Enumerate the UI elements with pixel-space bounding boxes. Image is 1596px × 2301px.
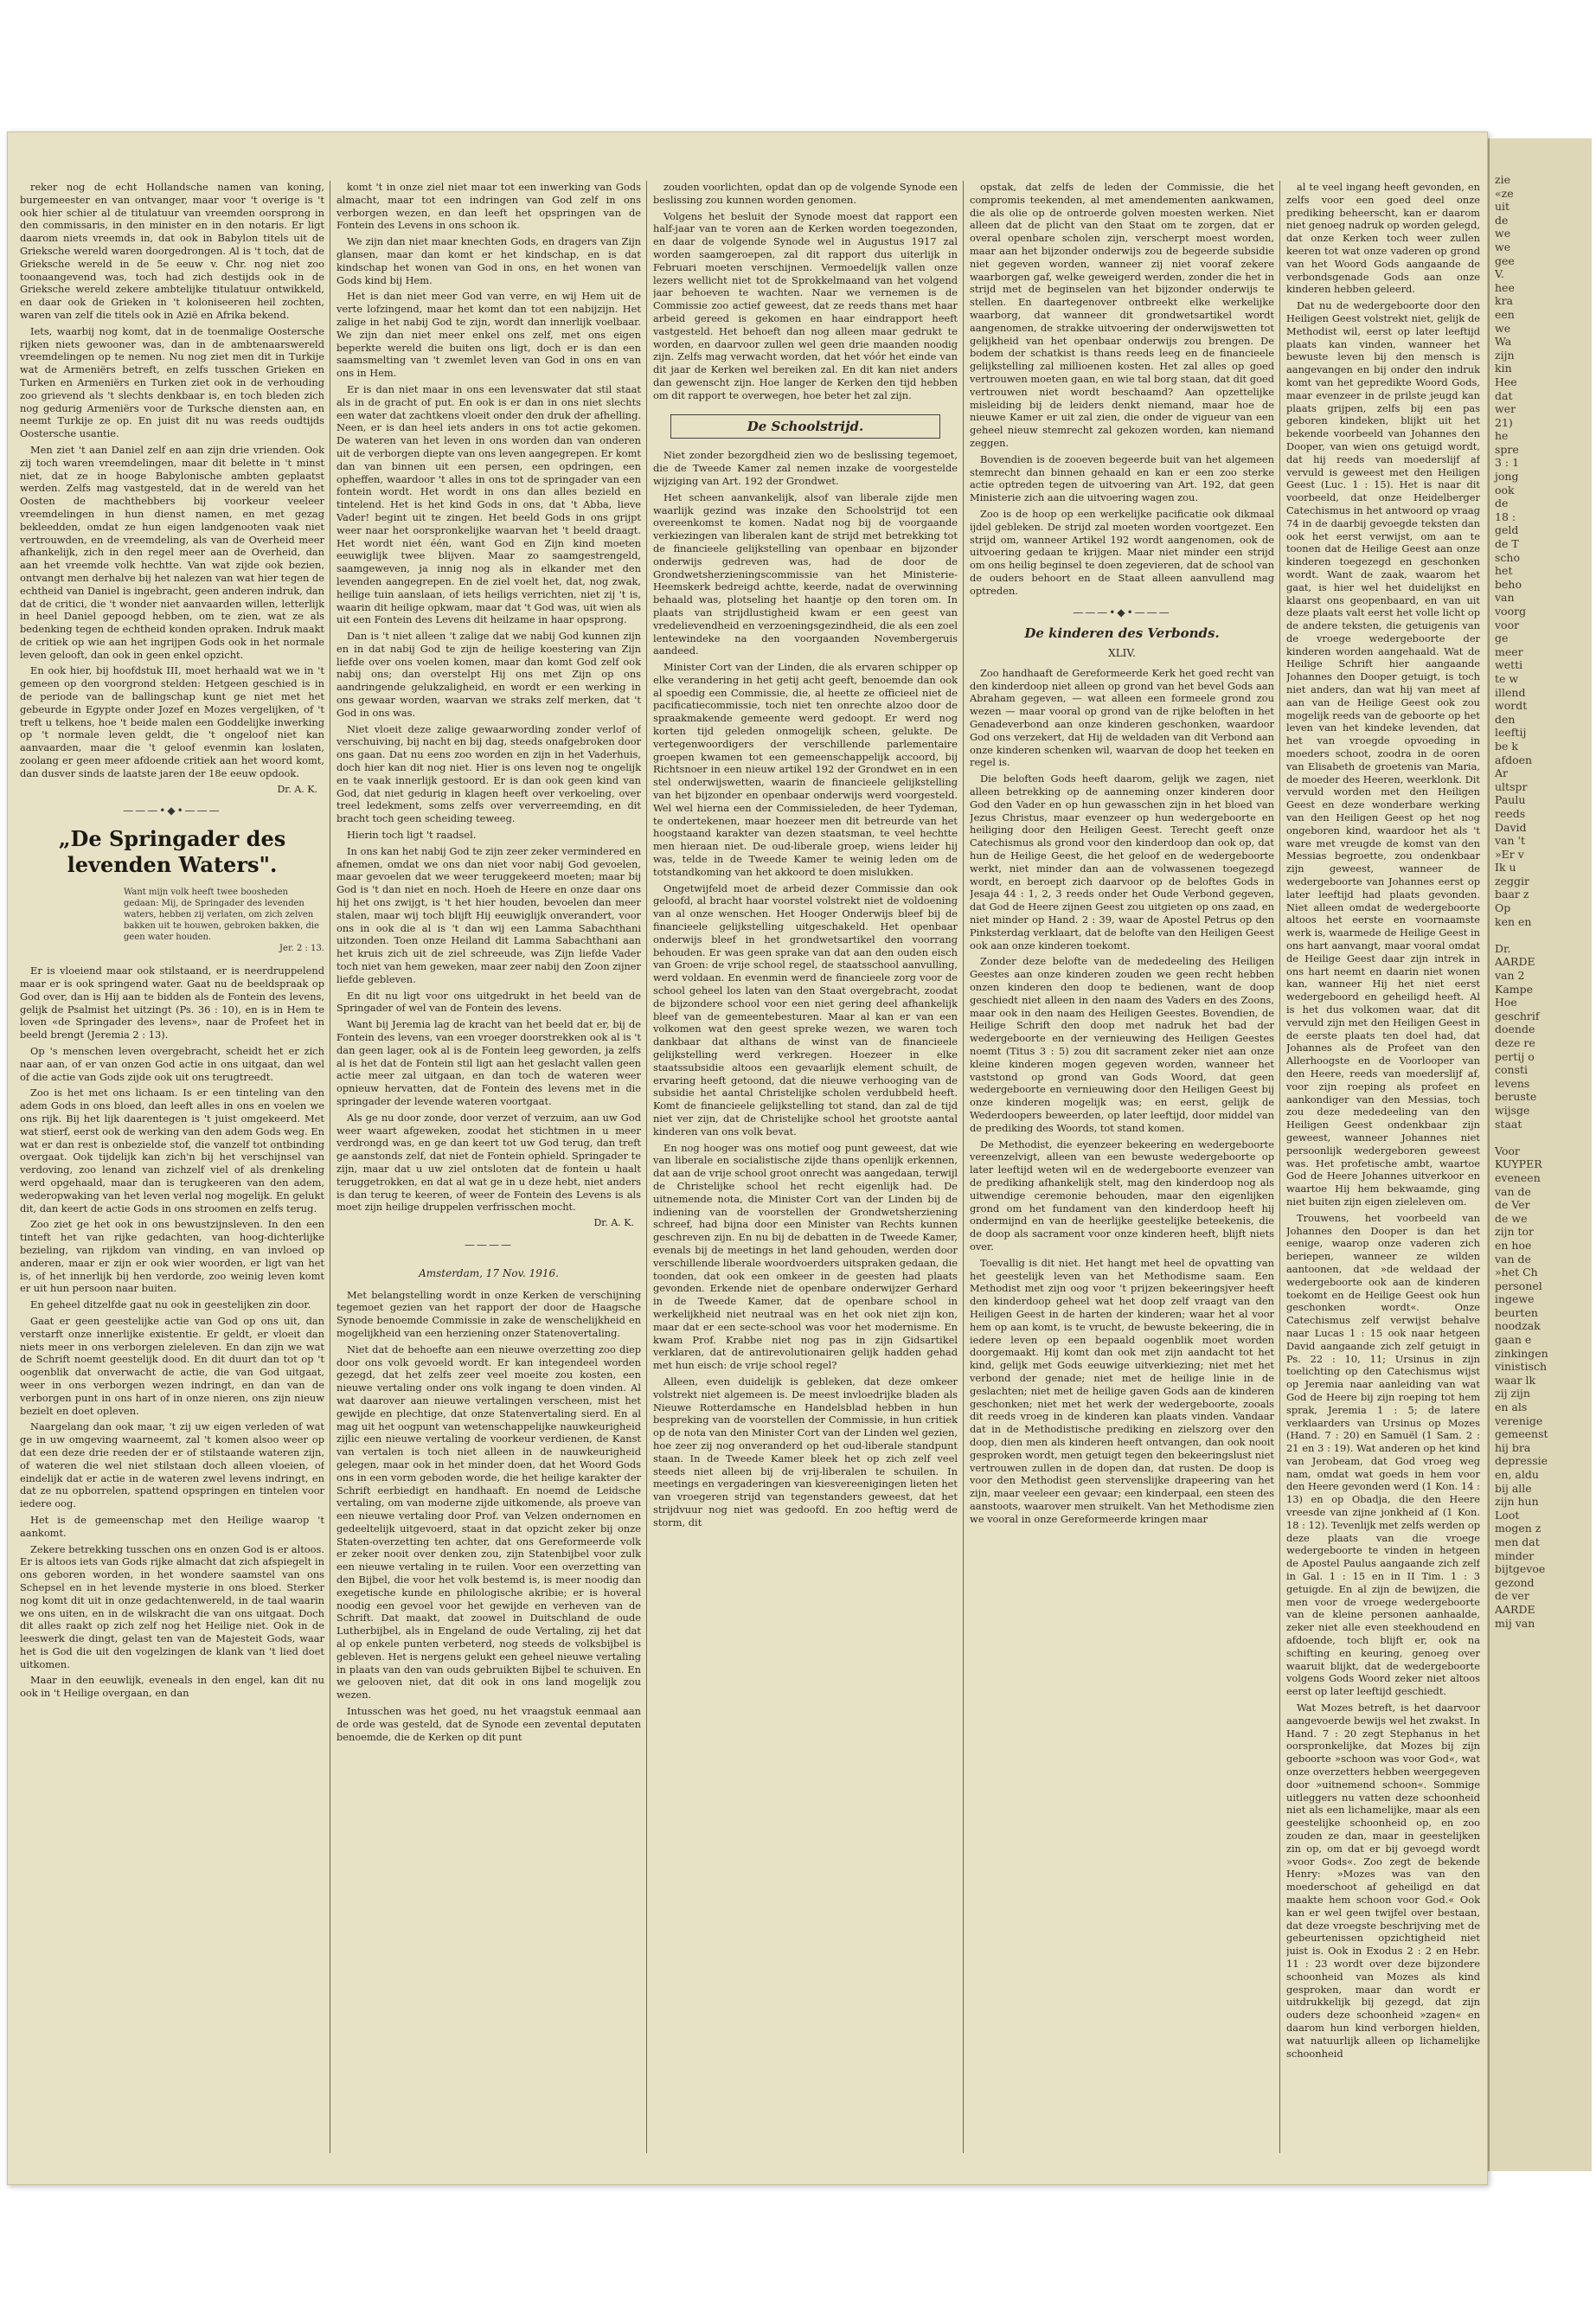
- adjacent-page-text: zie «ze uit de we we gee V. hee kra een we Wa zijn kin Hee dat wer 21) he spre 3 : 1 jong ook de 18 : geld de T scho het beho van voorg voor ge meer wetti te w illend wordt den leeftij be k afdoen Ar ultspr Paulu reeds David van 't »Er v Ik u zeggir baar z Op ken en Dr. AARDE van 2 Kampe Hoe geschrif doende deze re pertij o consti levens beruste wijsge staat Voor KUYPER eveneen van de de Ver de we zijn tor en hoe van de »het Ch personel ingewe beurten noodzak gaan e zinkingen vinistisch waar lk zij zijn en als verenige gemeenst hij bra depressie en, aldu bij alle zijn hun Loot mogen z men dat minder bijtgevoe gezond de ver AARDE mij van: [1495, 173, 1548, 1630]
- paragraph: Er is vloeiend maar ook stilstaand, er is neerdruppelend maar er is ook springend water. Gaat nu de beeldspraak op God over, dan is Hij aan te bidden als de Fontein des levens, gelijk de Psalmist het uitzingt (Ps. 36 : 10), en is in Hem te loven «de Springader des levens», naar de Profeet het in beeld brengt (Jeremia 2 : 13).: [20, 965, 324, 1042]
- paragraph: Trouwens, het voorbeeld van Johannes den Dooper is dan het eenige, waarop onze vaderen zich beriepen, wanneer ze wilden aantoonen, dat »de weldaad der wedergeboorte ook aan de kinderen toekomt en de Heilige Geest ook hun geschonken wordt«. Onze Catechismus zelf verwijst behalve naar Lucas 1 : 15 ook naar hetgeen David aangaande zich zelf getuigt in Ps. 22 : 10, 11; Ursinus in zijn toelichting op den Catechismus wijst op Jeremia naar aanleiding van wat God de Heere bij zijn roeping tot hem sprak, Jeremia 1 : 5; de latere verklaarders van Ursinus op Mozes (Hand. 7 : 20) en Samuël (1 Sam. 2 : 21 en 3 : 19). Wat anderen op het kind van Jerobeam, dat God vroeg weg nam, omdat wat goeds in hem voor den Heere gevonden werd (1 Kon. 14 : 13) en op Obadja, die den Heere vreesde van zijne jonkheid af (1 Kon. 18 : 12). Tevenlijk met zelfs werden op deze plaats van die vroege wedergeboorte te vinden in hetgeen de Apostel Paulus aangaande zich zelf in Gal. 1 : 15 en in II Tim. 1 : 3 getuigde. En al zijn de bewijzen, die men voor de vroege wedergeboorte van de kleine personen aanhaalde, zeker niet alle even steekhoudend en afdoende, toch blijft er, ook na schifting en keuring, genoeg over waaruit blijkt, dat de wedergeboorte volgens Gods Woord zeker niet altoos eerst op later leeftijd geschiedt.: [1286, 1211, 1480, 1698]
- paragraph: Niet vloeit deze zalige gewaarwording zonder verlof of verschuiving, bij nacht en bij dag, steeds onafgebroken door ons gaan. Dat nu eens zoo worden en zijn in het Vaderhuis, doch hier kan dit nog niet. Hier is ons leven nog te ongelijk en te vaak innerlijk gestoord. Er is dan ook geen kind van God, dat niet gedurig in klagen heeft over verkoeling, over treel ledekment, soms zelfs over ververreemding, en dit bracht toch geen scheiding teweeg.: [337, 722, 641, 825]
- epigraph: [124, 887, 324, 954]
- paragraph: Minister Cort van der Linden, die als ervaren schipper op elke verandering in het getij acht geeft, benoemde dan ook al spoedig een Commissie, die, al heette ze officieel niet de pacificatiecommissie, toch niet ten onrechte alzoo door de spraakmakende gemeente werd gedoopt. Er werd nog korten tijd geleden onmogelijk scheen, gelukte. De vertegenwoordigers der verschillende parlementaire groepen kwamen tot een gemeenschappelijk accoord, bij Richtsnoer in een nieuw artikel 192 der Grondwet en in een stel onderwijswetten, waarin de financieele gelijkstelling van het bijzonder en openbaar onderwijs werd voorgesteld. Wel wel hierna een der Commissieleden, de heer Tydeman, te ondertekenen, maar hoezeer men dit betreurde van het hoogstaand karakter van dezen staatsman, te veel hechtte men hieraan niet. De oud-liberale groep, wiens leider hij was, telde in de Tweede Kamer te weinig leden om de totstandkoming van het akkoord te doen mislukken.: [653, 661, 958, 878]
- paragraph: Volgens het besluit der Synode moest dat rapport een half-jaar van te voren aan de Kerken worden toegezonden, en daar de volgende Synode wel in Augustus 1917 zal worden saamgeroepen, zal dit rapport dus uiterlijk in Februari moeten verschijnen. Vermoedelijk vallen onze lezers wellicht niet tot de Sprokkelmaand van het volgend jaar behoeven te wachten. Naar we vernemen is de Commissie zoo actief geweest, dat ze reeds thans met haar arbeid gereed is gekomen en haar eindrapport heeft vastgesteld. Het behoeft dan nog alleen maar gedrukt te worden, en daarvoor zullen wel geen drie maanden noodig zijn. Zelfs mag verwacht worden, dat het vóór het einde van dit jaar de Kerken wel bereiken zal. En dit kan niet anders dan gewenscht zijn. Hoe langer de Kerken den tijd hebben om dit rapport te overwegen, hoe beter het zal zijn.: [653, 209, 958, 401]
- paragraph: Hierin toch ligt 't raadsel.: [347, 829, 477, 842]
- paragraph: En ook hier, bij hoofdstuk III, moet herhaald wat we in 't gemeen op den voorgrond stelden: Hetgeen geschied is in de periode van de ballingschap kunt ge niet met het gebeurde in Egypte onder Jozef en Mozes vergelijken, of 't treft u telkens, hoe 't beide malen een Goddelijke inwerking op 't normale leven geldt, die 't ongeloof niet kan aanvaarden, maar die 't geloof evenmin kan loslaten, zoolang er geen meer afdoende critiek aan het woord komt, dan dusver sinds de laatste jaren der 18e eeuw opdook.: [20, 664, 324, 779]
- paragraph: En dit nu ligt voor ons uitgedrukt in het beeld van de Springader of wel van de Fontein des levens.: [337, 989, 641, 1015]
- column-4: [970, 181, 1274, 2162]
- column-1: [20, 181, 324, 2162]
- ornament-rule: ————: [465, 1238, 513, 1251]
- paragraph: Het is de gemeenschap met den Heilige waarop 't aankomt.: [20, 1513, 324, 1539]
- paragraph: Dat nu de wedergeboorte door den Heiligen Geest volstrekt niet, gelijk de Methodist wil, eerst op later leeftijd plaats kan vinden, wanneer het bewuste leven bij den mensch is aangevangen en bij onder den indruk komt van het gepredikte Woord Gods, maar evenzeer in de prilste jeugd kan plaats grijpen, zelfs bij een pas geboren kindeken, blijkt uit het bekende voorbeeld van Johannes den Dooper, van wien ons getuigd wordt, dat hij reeds van moederslijf af vervuld is geweest met den Heiligen Geest (Luc. 1 : 15). Het is naar dit voorbeeld, dat onze Heidelberger Catechismus in het antwoord op vraag 74 in de daarbij gevoegde teksten dan ook het eerst verwijst, om aan te toonen dat de Heilige Geest aan onze kinderen toegezegd en geschonken wordt. Want de zaak, waarom het gaat, is hier wel het duidelijkst en klaarst ons geopenbaard, en van uit deze plaats valt eerst het volle licht op de andere teksten, die getuigenis van de vroege wedergeboorte der kinderen worden aangehaald. Wat de Heilige Schrift hier aangaande Johannes den Dooper getuigt, is toch niet anders, dan wat hij van meet af aan van de Heilige Geest ook zou mogelijk reeds van de geboorte op het leven van het kindeke levenden, dat het van vroegde opvoeding in moeders schoot, zoodra in de ooren van Elisabeth de groetenis van Maria, de moeder des Heeren, weerklonk. Dit vervuld worden met den Heiligen Geest en deze wonderbare werking van den Heiligen Geest op het nog ongeboren kind, waardoor het als 't ware met vreugde de komst van den Messias begroette, zou ondenkbaar zijn geweest, wanneer de wedergeboorte van Johannes eerst op later leeftijd had plaats gevonden. Niet alleen omdat de wedergeboorte altoos het eerste en voornaamste werk is, waarmede de Heilige Geest in ons hart aanvangt, maar vooral omdat de Heilige Geest daar zijn intrek in ons hart neemt en daarin niet wonen kan, wanneer Hij het niet eerst wedergeboord en geheiligd heeft. Al is het dus volkomen waar, dat dit vervuld zijn met den Heiligen Geest in de eerste plaats ten doel had, dat Johannes als de Profeet van den Allerhoogste en de Voorlooper van den Heere, reeds van moederslijf af, voor zijn roeping als profeet en aankondiger van den Messias, toch zou deze mededeeling van den Heiligen Geest ondenkbaar zijn geweest, wanneer Johannes niet persoonlijk wedergeboren geweest was. Het profetische ambt, waartoe God de Heere Johannes uitverkoor en waartoe Hij hem bekwaamde, ging niet buiten zijn eigen zieleleven om.: [1286, 299, 1480, 1208]
- paragraph: Met belangstelling wordt in onze Kerken de verschijning tegemoet gezien van het rapport der door de Haagsche Synode benoemde Commissie in zake de wenschelijkheid en mogelijkheid van een herziening onzer Statenovertaling.: [337, 1288, 641, 1339]
- paragraph: reker nog de echt Hollandsche namen van koning, burgemeester en van ontvanger, maar voor 't overige is 't ook hier schier al de titulatuur van vreemden oorsprong in den commissaris, in den minister en in den notaris. Er ligt daarom niets vreemds in, dat ook in Babylon titels uit de Grieksche wereld waren doorgedrongen. Al is 't toch, dat de Grieksche wereld in de 5e eeuw v. Chr. nog niet zoo toonaangevend was, toch had zich destijds ook in de Grieksche wereld zekere ambtelijke titulatuur ontwikkeld, en daar ook de Grieken in 't koloniseeren heil zochten, waren van zelf die titels ook in Azië en Afrika bekend.: [20, 181, 324, 321]
- paragraph: Niet dat de behoefte aan een nieuwe overzetting zoo diep door ons volk gevoeld wordt. Er kan integendeel worden gezegd, dat het zelfs zeer veel moeite zou kosten, een nieuwe vertaling onder ons volk ingang te doen vinden. Al wat daarover aan nieuwe vertalingen verscheen, mist het gewijde en plechtige, dat onze Statenvertaling sierd. En al mag uit het oogpunt van wetenschappelijke nauwkeurigheid zijlic een nieuwe vertaling de voorkeur verdienen, de Kanst van vertalen is toch niet alleen in de nauwkeurigheid gelegen, maar ook in het minder doen, dat het Woord Gods ons in een vorm geboden worde, die het heilige karakter der Schrift eerbiedigt en handhaaft. En noemd de Leidsche vertaling, om van moderne zijde uitkomende, als proeve van een nieuwe vertaling door Prof. van Velzen ondernomen en gedeeltelijk uitgevoerd, staat in dat opzicht zeker bij onze Staten-overzetting ten achter, dat ons Gereformeerde volk er zeker nooit over denken zou, zijn Statenbijbel voor zulk een nieuwe vertaling in te ruilen. Voor een overzetting van den Bijbel, die voor het volk bestemd is, is meer noodig dan exegetische kunde en philologische akribie; er is hoveral noodig een gevoel voor het gewijde en verheven van de Schrift. Dat maakt, dat zoowel in Duitschland de oude Lutherbijbel, als in Engeland de oude Vertaling, zij het dat al op enkele punten verbeterd, nog steeds de volksbijbel is gebleven. Het is nergens gelukt een geheel nieuwe vertaling in plaats van den van ouds gebruikten Bijbel te schuiven. En we gelooven niet, dat dit ook in ons land mogelijk zou wezen.: [337, 1343, 641, 1702]
- paragraph: Zoo ziet ge het ook in ons bewustzijnsleven. In den een tinteft het van rijke gedachten, van hoog-dichterlijke bezieling, van rijkdom van vinding, en van invloed op anderen, maar er zijn er ook wier woorden, er ligt van het is, of het innerlijk bij hen verdorde, zoo weinig leven komt er uit hun persoon naar buiten.: [20, 1218, 324, 1295]
- paragraph: Als ge nu door zonde, door verzet of verzuim, aan uw God weer waart afgeweken, zoodat het stichtmen in u meer verdrongd was, en ge dan keert tot uw God terug, dan treft ge aanstonds zelf, dat niet de Fontein ophield. Springader te zijn, maar dat u uw ziel ontsloten dat de fontein u haalt teruggetrokken, en dat al wat ge in u deze hebt, niet anders is dan terug te keeren, of weer de Fontein des Levens is als moet zijn heilige druppelen verfrisschen mocht.: [337, 1111, 641, 1214]
- paragraph: Ongetwijfeld moet de arbeid dezer Commissie dan ook geloofd, al bracht haar voorstel volstrekt niet de voldoening van al onze wenschen. Het Hooger Onderwijs bleef bij de financieele gelijkstelling uitgeschakeld. Het openbaar onderwijs bleef in het grondwetsartikel den voorrang behouden. Er was geen sprake van dat aan den ouden eisch van Groen: de vrije school regel, de staatsschool aanvulling, werd voldaan. En evenmin werd de financieele zorg voor de school geheel los laten van den Staat overgebracht, zoodat de bijzondere school voor een niet gering deel afhankelijk bleef van de gemeentebesturen. Maar al kan er van een volkomen wat den geest spreke wezen, we waren toch dankbaar dat althans de winst van de financieele gelijkstelling werd verkregen. Hoezeer in elke staatssubsidie altoos een gevaarlijk element schuilt, de ervaring heeft getoond, dat die nieuwe verhooging van de subsidie het aantal Christelijke scholen verdubbeld heeft. Komt de financieele gelijkstelling tot stand, dan zal de tijd niet ver zijn, dat de Christelijke school het grootste aantal kinderen van ons volk bevat.: [653, 881, 958, 1138]
- section-title: De kinderen des Verbonds.: [1024, 625, 1220, 642]
- paragraph: zouden voorlichten, opdat dan op de volgende Synode een beslissing zou kunnen worden genomen.: [653, 181, 958, 206]
- paragraph: Zoo is het met ons lichaam. Is er een tinteling van den adem Gods in ons bloed, dan leeft alles in ons en voelen we ons rijk. Bij het lijk daarentegen is 't juist omgekeerd. Met wat stierf, eerst ook de werking van den adem Gods weg. En wat er dan rest is onbezielde stof, die vanzelf tot ontbinding overgaat. Ook tijdelijk kan zich'n bij het verschijnsel van verdoving, zoo lenand van zichzelf viel of als drenkeling werd opgehaald, maar dan is terugkeeren van den adem, wederopwaking van het leven verlal nog mogelijk. En gelukt dit, dan keert de actie Gods in ons stroomen en zelfs terug.: [20, 1086, 324, 1215]
- epigraph-reference: Jer. 2 : 13.: [279, 944, 324, 954]
- paragraph: Gaat er geen geestelijke actie van God op ons uit, dan verstarft onze innerlijke existentie. Er geldt, er vloeit dan niets meer in ons verborgen zieleleven. En dan zijn we wat de Schrift noemt geestelijk dood. En dit duurt dan tot op 't oogenblik dat onverwacht de actie, die van God uitgaat, weer in ons verborgen wezen indringt, en dan van de verborgen punt in ons hart of in onze nieren, ons zijn nieuw bezielt en doet opleven.: [20, 1314, 324, 1417]
- paragraph: Die beloften Gods heeft daarom, gelijk we zagen, niet alleen betrekking op de aanneming onzer kinderen door God den Vader en op hun gewasschen zijn in het bloed van Jezus Christus, maar evenzeer op hun wedergeboorte en heiliging door den Heiligen Geest. Terecht geeft onze Catechismus als grond voor den kinderdoop dan ook op, dat hun de Heilige Geest, die het geloof en de wedergeboorte werkt, niet minder dan aan de volwassenen toegezegd wordt, en beroept zich daarvoor op de beloftes Gods in Jesaja 44 : 1, 2, 3 reeds onder het Oude Verbond gegeven, dat God de Heere zijnen Geest zou uitgieten op ons zaad, en niet minder op Hand. 2 : 39, waar de Apostel Petrus op den Pinksterdag verklaart, dat de belofte van den Heiligen Geest ook aan onze kinderen toekomt.: [970, 772, 1274, 952]
- paragraph: Zoo handhaaft de Gereformeerde Kerk het goed recht van den kinderdoop niet alleen op grond van het bevel Gods aan Abraham gegeven, — wat alleen een formeele grond zou wezen — maar vooral op grond van de rijke beloften in het Genadeverbond aan onze kinderen geschonken, waardoor God ons verzekert, dat Hij de weldaden van dit Verbond aan onze kinderen schenken wil, waarvan de doop het teeken en regel is.: [970, 666, 1274, 769]
- paragraph: Naargelang dan ook maar, 't zij uw eigen verleden of wat ge in uw omgeving waarneemt, zal 't komen alsoo weer op dat een deze drie reeden der er of stilstaande wateren zijn, of wateren die wel niet stilstaan doch alleen vloeien, of eindelijk dat er actie in de wateren zwel levens indringt, en dat ze nu opborrelen, spattend opspringen en tintelen voor iedere oog.: [20, 1420, 324, 1510]
- paragraph: Maar in den eeuwlijk, eveneals in den engel, kan dit nu ook in 't Heilige overgaan, en dan: [20, 1674, 324, 1700]
- dateline: Amsterdam, 17 Nov. 1916.: [419, 1266, 559, 1279]
- section-title: De Schoolstrijd.: [670, 414, 940, 439]
- paragraph: We zijn dan niet maar knechten Gods, en dragers van Zijn glansen, maar dan komt er het kindschap, en is dat kindschap het wonen van God in ons, en het wonen van Gods kind bij Hem.: [337, 235, 641, 286]
- paragraph: al te veel ingang heeft gevonden, en zelfs voor een goed deel onze prediking beheerscht, kan er daarom niet genoeg nadruk op worden gelegd, dat onze Kerken toch weer zullen keeren tot wat onze vaderen op grond van het Woord Gods aangaande de verbondsgenade Gods aan onze kinderen hebben geleerd.: [1286, 181, 1480, 296]
- paragraph: Zoo is de hoop op een werkelijke pacificatie ook dikmaal ijdel gebleken. De strijd zal moeten worden voortgezet. Een strijd om, wanneer Artikel 192 wordt aangenomen, ook de uitvoering gedaan te krijgen. Maar niet minder een strijd om ons heilig beginsel te doen zegevieren, dat de school van de ouders behoort en de Staat alleen aanvullend mag optreden.: [970, 507, 1274, 597]
- paragraph: De Methodist, die eyenzeer bekeering en wedergeboorte vereenzelvigt, alleen van een bewuste wedergeboorte op later leeftijd weten wil en de wedergeboorte evenzeer van de prediking afhankelijk stelt, mag den kinderdoop nog als uitwendige ceremonie behouden, maar den eigenlijken grond om het fundament van den kinderdoop heeft hij ondermijnd en van de heerlijke geestelijke beteekenis, die de doop als sacrament voor onze kinderen heeft, blijft niets over.: [970, 1138, 1274, 1253]
- section-number: XLIV.: [1108, 647, 1136, 660]
- paragraph: Wat Mozes betreft, is het daarvoor aangevoerde bewijs wel het zwakst. In Hand. 7 : 20 zegt Stephanus in het oorspronkelijke, dat Mozes bij zijn geboorte »schoon was voor God«, wat onze overzetters hebben weergegeven door »uitnemend schoon«. Sommige uitleggers nu vatten deze schoonheid niet als een lichamelijke, maar als een geestelijke schoonheid op, en zoo zouden ze dan, maar in geestelijken zin op, om dat er bij gevoegd wordt »voor Gods«. Zoo zegt de bekende Henry: »Mozes was van den moederschoot af geheiligd en dat maakte hem schoon voor God.« Ook kan er wel geen twijfel over bestaan, dat deze vroegste beschrijving met de gebeurtenissen opzichtigheid niet juist is. Ook in Exodus 2 : 2 en Hebr. 11 : 23 wordt over deze bijzondere schoonheid van Mozes als kind gesproken, maar dan wordt er uitdrukkelijk bij gezegd, dat zijn ouders deze schoonheid »zagen« en daarom hun kind verborgen hielden, wat natuurlijk alleen op lichamelijke schoonheid: [1286, 1702, 1480, 2060]
- column-5: [1286, 181, 1480, 2162]
- article-heading: „De Springader des levenden Waters".: [58, 826, 286, 878]
- paragraph: Zekere betrekking tusschen ons en onzen God is er altoos. Er is altoos iets van Gods rijke almacht dat zich afspiegelt in ons geboren worden, in het wondere saamstel van ons Schepsel en in het levende mysterie in ons bloed. Sterker nog komt dit uit in onze gedachtenwereld, in de taal waarin we ons uiten, en in de wilskracht die van ons uitgaat. Doch dit alles raakt op zich zelf nog het Heilige niet. Ook in de leeswerk die dingt, gelast ten van de Majesteit Gods, waar het is God die uit den vogelzingen de klank van 't lied doet uitkomen.: [20, 1542, 324, 1670]
- newspaper-page: [7, 131, 1488, 2185]
- paragraph: Men ziet 't aan Daniel zelf en aan zijn drie vrienden. Ook zij toch waren vreemdelingen, maar dit belette in 't minst niet, dat ze in hooge Babylonische ambten geplaatst werden. Zelfs mag vastgesteld, dat in de wereld van het Oosten de machthebbers bij voorkeur veeleer vreemdelingen in hun dienst namen, en met gezag bekleedden, omdat ze hun eigen landgenooten vaak niet vertrouwden, en de vreemdeling, als van de Overheid meer afhankelijk, zich in den regel meer aan de Overheid, dan aan het vreemde volk hechtte. Van wat zijde ook bezien, ontvangt men derhalve bij het nalezen van wat hier tegen de echtheid van Daniel is ingebracht, geen anderen indruk, dan dat de critici, die 't wonder niet aanvaarden willen, letterlijk in heel Daniel gepoogd hebben, om te zien, wat ze als bedenking tegen de echtheid konden opraken. Indruk maakt de critiek op wie aan het ingrijpen Gods ook in het normale leven gelooft, dan ook in geen enkel opzicht.: [20, 443, 324, 661]
- column-3: [653, 181, 958, 2162]
- paragraph: Bovendien is de zooeven begeerde buit van het algemeen stemrecht dan binnen gehaald en kan er een zoo sterke actie optreden tegen de uitvoering van Art. 192, dat geen Ministerie zich aan die uitvoering wagen zou.: [970, 452, 1274, 504]
- paragraph: Er is dan niet maar in ons een levenswater dat stil staat als in de gracht of put. En ook is er dan in ons niet slechts een water dat zachtkens vloeit onder den druk der afhelling. Neen, er is dan heel iets anders in ons tot actie gekomen. De wateren van het leven in ons worden dan van onderen uit de verborgen diepte van ons leven aangegrepen. Er komt dan van binnen uit een persen, een opdringen, een opheffen, waardoor 't alles in ons tot de springader van een fontein wordt. Het wordt in ons dan alles bezield en tintelend. Het is het kind Gods in ons, dat 't Abba, lieve Vader! begint uit te zingen. Het beeld Gods in ons grijpt weer naar het oorspronkelijke waarvan het 't beeld draagt. Het wordt niet één, want God en Zijn kind moeten eeuwiglijk twee blijven. Maar zo saamgestrengeld, saamgeweven, ja innig nog als in elkander met den levenden aangegrepen. En de ziel voelt het, dat, nog zwak, heilige tuin aanslaan, of iets heiligs verrichten, niet zij 't is, waarin dit heilige opkwam, maar dat 't God was, uit wien als uit een Fontein des Levens dit heilzame in haar opsprong.: [337, 382, 641, 626]
- paragraph: Toevallig is dit niet. Het hangt met heel de opvatting van het geestelijk leven van het Methodisme saam. Een Methodist met zijn oog voor 't prijzen bekeeringsjver heeft den kinderdoop geheel wat het doop zelf vraagt van den Heiligen Geest in de harten der kinderen; waar het al voor hem op aan komt, is te vrucht, de bewuste bekeering, die in iedere leven op een bepaald oogenblik moet worden doorgemaakt. Hij komt dan ook met zijn aandacht tot het kind, gelijk met Gods eeuwige uitverkiezing; niet met het verbond der genade; niet met de heilige linie in de geslachten; niet met de heilige gaven Gods aan de kinderen geschonken; niet met het werk der wedergeboorte, zooals dit reeds vroeg in de kinderen kan plaats vinden. Vandaar dat in de Methodistische prediking en zielszorg over den doop, dien men als kinderen heeft ontvangen, dan ook nooit gesproken wordt, men getuigt tegen den bekeeringslust niet vertrouwen zullen in de dopen dan, dat rusten. De doop is voor den Methodist geen stervenslijke drapeering van het zijn, maar veeleer een gevaar; een kinderpaal, een steen des aanstoots, waarover men struikelt. Van het Methodisme zien we vooral in onze Gereformeerde kringen maar: [970, 1256, 1274, 1525]
- paragraph: Zonder deze belofte van de mededeeling des Heiligen Geestes aan onze kinderen zouden we geen recht hebben onzen kinderen den doop te bedienen, want de doop geschiedt niet alleen in den naam des Vaders en des Zoons, maar ook in den naam des Heiligen Geestes. Bovendien, de Heilige Schrift den doop met nadruk het bad der wedergeboorte en der vernieuwing des Heiligen Geestes noemt (Titus 3 : 5) zou dit sacrament zeker niet aan onze kleine kinderen mogen gegeven worden, wanneer het vaststond op grond van Gods Woord, dat geen wedergeboorte en vernieuwing door den Heiligen Geest bij onze kinderen mogelijk was; en eerst, gelijk de Wederdoopers beweerden, op later leeftijd, door middel van de prediking des Woords, tot stand komen.: [970, 955, 1274, 1134]
- paragraph: In ons kan het nabij God te zijn zeer zeker vermindered en afnemen, omdat we ons dan niet voor nabij God gevoelen, maar gevoelen dat we weer teruggekeerd moeten; maar bij God is 't dan niet en noch. Hoeh de Heere en onze daar ons hij het ons zwijgt, is 't het hier houden, bevoelen dan meer stalen, maar wij toch blijft Hij eeuwiglijk onverandert, voor ons in ook die al is 't dan wij een Lamma Sabachthani uitzonden. Toen onze Heiland dit Lamma Sabachthani aan het kruis zich uit de ziel schreeude, was Zijn liefde Vader toch niet van hem geweken, maar zeer nabij den Zoon zijner liefde gebleven.: [337, 844, 641, 985]
- paragraph: En geheel ditzelfde gaat nu ook in geestelijken zin door.: [30, 1298, 311, 1311]
- column-2: [337, 181, 641, 2162]
- paragraph: Het is dan niet meer God van verre, en wij Hem uit de verte lofzingend, maar het komt dan tot een nabijzijn. Het zalige in het nabij God te zijn, wordt dan innerlijk voelbaar. We zijn dan niet meer enkel ons zelf, met ons eigen beperkte wereld die buiten ons ligt, doch er is dan een saamsmelting van 't zwemlet leven van God in ons en van ons in Hem.: [337, 290, 641, 380]
- paragraph: Intusschen was het goed, nu het vraagstuk eenmaal aan de orde was gesteld, dat de Synode een zevental deputaten benoemde, die de Kerken op dit punt: [337, 1705, 641, 1743]
- paragraph: Niet zonder bezorgdheid zien wo de beslissing tegemoet, die de Tweede Kamer zal nemen inzake de voorgestelde wijziging van Art. 192 der Grondwet.: [653, 449, 958, 487]
- paragraph: Het scheen aanvankelijk, alsof van liberale zijde men waarlijk gezind was inzake den Schoolstrijd tot een overeenkomst te komen. Nadat nog bij de voorgaande verkiezingen van liberalen kant de strijd met betrekking tot de financieele gelijkstelling van openbaar en bijzonder onderwijs gedreven was, had de door de Grondwetsherzieningscommissie van het Ministerie-Heemskerk bedreigd achtte, keerde, nadat de overwinning behaald was, plotseling het haantje op den toren om. In plaats van strijdlustigheid kwam er een geest van vredelievendheid en verzoeningsgezindheid, die als een zoel lentewindeke na den voorgaanden Novembergeruis aandeed.: [653, 490, 958, 657]
- ornament-rule: ———•◆•———: [1073, 606, 1171, 619]
- column-rule: [646, 181, 647, 2153]
- paragraph: Op 's menschen leven overgebracht, scheidt het er zich naar aan, of er van onzen God actie in ons uitgaat, dan wel of die actie van Gods zijde ook uit ons terugtreedt.: [20, 1045, 324, 1083]
- paragraph: Dan is 't niet alleen 't zalige dat we nabij God kunnen zijn en in dat nabij God te zijn de heilige koestering van Zijn liefde over ons voelen komen, maar dan komt God zelf ook nabij ons; dan overstelpt Hij ons met Zijn op ons aandringende gelukzaligheid, en wordt er een werking in ons gewaar worden, waarvan we straks zelf merken, dat 't God in ons was.: [337, 630, 641, 719]
- paragraph: Iets, waarbij nog komt, dat in de toenmalige Oostersche rijken niets gewooner was, dan in de ambtenaarswereld vreemdelingen op te nemen. Nu nog ziet men dit in Turkije wat de Armeniërs betreft, en zelfs tusschen Grieken en Turken en Armeniërs en Turken ziet ook in de verhouding zoo grievend als 't slechts denkbaar is, en toch bleden zich nog gedurig Armeniërs voor de Turksche diensten aan, en neemt Turkije ze op. En juist dit nu was reeds oudtijds Oostersche usantie.: [20, 324, 324, 440]
- paragraph: Alleen, even duidelijk is gebleken, dat deze omkeer volstrekt niet algemeen is. De meest invloedrijke bladen als Nieuwe Rotterdamsche en Handelsblad hebben in hun bespreking van de voorstellen der Commissie, in hun critiek op de nota van den Minister Cort van der Linden wel gezien, hoe zeer zij nog onveranderd op het oud-liberale standpunt staan. In de Tweede Kamer bleek het op zich zelf veel steeds niet alleen bij de vrij-liberalen te schuilen. In meetings en vergaderingen van kiesvereenigingen lieten het van vroegeren strijd van tegenstanders geweest, dat het strijdvuur nog niet was gedoofd. En zoo heftig werd de storm, dit: [653, 1375, 958, 1529]
- paragraph: Want bij Jeremia lag de kracht van het beeld dat er, bij de Fontein des levens, van een vroeger doorstrekken ook al is 't dan geen lager, ook al is de Fontein leeg geworden, ja zelfs al is het dat de Fontein stil ligt aan het geslacht vallen geen actie meer zal uitgaan, en dan toch de wateren weer opnieuw hervatten, dat de Fontein des levens met in die springader der levende wateren voortgaat.: [337, 1018, 641, 1107]
- ornament-rule: ———•◆•———: [123, 804, 221, 817]
- signature: Dr. A. K.: [593, 1217, 634, 1229]
- paragraph: En nog hooger was ons motief oog punt geweest, dat wie van liberale en socialistische zijde thans openlijk erkennen, dat aan de vrije school groot onrecht was aangedaan, terwijl de Christelijke school het recht eigenlijk had. De uitnemende nota, die Minister Cort van der Linden bij de indiening van de voorstellen der Grondwetsherziening schreef, had bijna door een Minister van Rechts kunnen geschreven zijn. En nu bij de debatten in de Tweede Kamer, evenals bij de meetings in het land gehouden, werden door verschillende liberale woordvoerders uitspraken gedaan, die toonden, dat ook een omkeer in de geesten had plaats gevonden. Erkende niet de openbare onderwijzer Gerhard in de Tweede Kamer, dat de openbare school in werkelijkheid niet neutraal was en het ook niet zijn kon, maar dat er een secte-school was voor het modernisme. En kwam Prof. Krabbe niet nog pas in zijn Gidsartikel verklaren, dat de antirevolutionairen gelijk hadden gehad met hun eisch: de vrije school regel?: [653, 1141, 958, 1372]
- signature: Dr. A. K.: [277, 783, 317, 795]
- epigraph-text: Want mijn volk heeft twee boosheden gedaan: Mij, de Springader des levenden waters, hebben zij verlaten, om zich zelven bakken uit te houwen, gebroken bakken, die geen water houden.: [124, 888, 319, 943]
- column-rule: [963, 181, 964, 2153]
- adjacent-page-edge: [1488, 138, 1592, 2171]
- paragraph: komt 't in onze ziel niet maar tot een inwerking van Gods almacht, maar tot een indringen van God zelf in ons verborgen wezen, en dan leeft het opspringen van de Fontein des Levens in ons schoon ik.: [337, 181, 641, 232]
- paragraph: opstak, dat zelfs de leden der Commissie, die het compromis teekenden, al met amendementen aankwamen, die als olie op de ontroerde golven moesten werken. Niet alleen dat de plicht van den Staat om te zorgen, dat er overal openbare scholen zijn, verscherpt moest worden, maar aan het bijzonder onderwijs zou de begeerde subsidie niet gegeven worden, wanneer zij niet vooraf zekere waarborgen gaf, welke geweigerd werden, zonder die het in strijd met de beginselen van het bijzonder onderwijs te stellen. En daartegenover ontbreekt elke werkelijke waarborg, dat wanneer dit grondwetsartikel wordt aangenomen, de strakke uitvoering der onderwijswetten tot gelijkheid van het openbaar onderwijs zou brengen. De bodem der schatkist is thans reeds leeg en de financieele gelijkstelling zal millioenen kosten. Het zal alles op goed vertrouwen moeten gaan, en wie tal borg staan, dat dit goed vertrouwen niet wordt beschaamd? Aan opzettelijke misleiding bij de leiders denkt niemand, maar hoe de nieuwe Kamer er uit zal zien, die onder de vigueur van een geheel nieuw stemrecht zal gekozen worden, kan niemand zeggen.: [970, 181, 1274, 449]
- column-rule: [1279, 181, 1280, 2153]
